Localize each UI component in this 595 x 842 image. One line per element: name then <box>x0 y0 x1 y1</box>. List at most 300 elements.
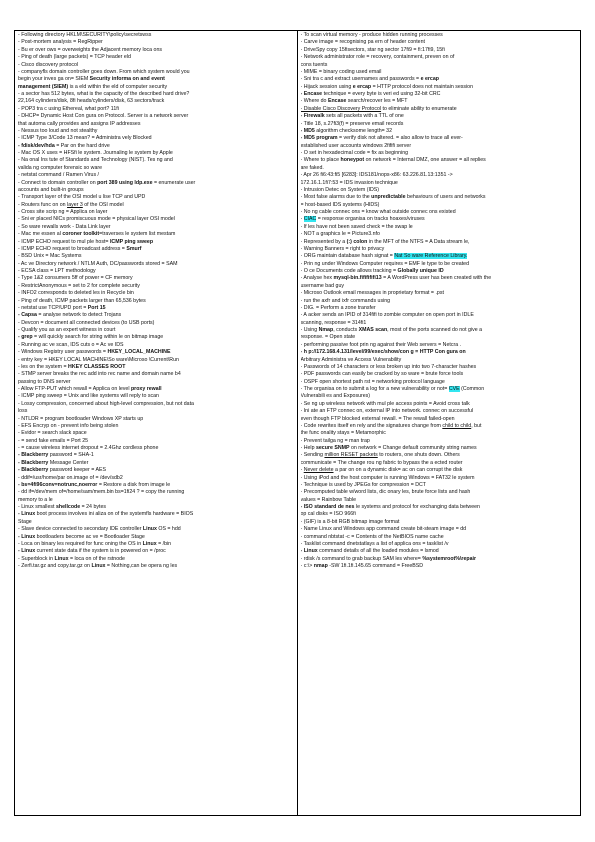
text-segment: established user accounts windows 2fififi server <box>300 142 412 149</box>
note-line <box>301 113 579 120</box>
note-line <box>301 54 579 61</box>
note-line <box>18 194 295 201</box>
text-segment: - Ac ve Directory network / NTLM Auth, DC/passwords stored = SAM <box>18 260 178 267</box>
text-segment: =traverses le system list mestam <box>99 231 176 238</box>
bold-text: Linux <box>142 526 157 533</box>
text-segment: even though FTP blocked external rewall. = The rewall failed-open <box>300 415 455 422</box>
text-segment: valida ng computer forensic so ware <box>18 164 103 171</box>
text-segment: password keeper = AES <box>48 467 106 474</box>
note-line <box>301 401 579 408</box>
underlined-text: million RESET packets <box>324 452 378 459</box>
text-segment: = analyse network to detect Trojans <box>36 312 122 319</box>
note-line <box>18 467 295 474</box>
text-segment: - DriveSpy copy 15fisectors, star ng sector 17fi9 = fi:17fi9, 15fi <box>300 46 445 53</box>
bold-text: - Blackberry <box>18 459 49 466</box>
underlined-text: - Disable Cisco Discovery Protocol <box>300 105 382 112</box>
note-line <box>301 253 579 260</box>
note-line <box>301 180 579 187</box>
note-line <box>18 157 295 164</box>
text-segment: = response organisa on tracks hoaxes/viruses <box>316 216 425 223</box>
note-line <box>18 180 295 187</box>
text-segment: algorithm checksome length= 32 <box>314 127 392 134</box>
bold-text: - bs=4fi96conv=notrunc,noerror <box>18 481 98 488</box>
note-line <box>18 209 295 216</box>
text-segment: - Passwords of 14 characters or less broken up into two 7-character hashes <box>300 363 477 370</box>
text-segment: - Mac me essen al <box>18 231 63 238</box>
text-segment: - netstat command / Ramen Virus / <box>18 172 100 179</box>
text-segment: - ICMP ping sweep = Unix and like systems will reply to scan <box>18 393 159 400</box>
note-line <box>18 349 295 356</box>
note-line <box>18 526 295 533</box>
text-segment: = will quickly search for string within le on bitmap image <box>32 334 164 341</box>
text-segment: - Warning Banners = right to privacy <box>300 245 385 252</box>
note-line <box>18 172 295 179</box>
text-segment: - Precomputed table w/word lists, dic onary les, brute force lists and hash <box>300 489 471 496</box>
text-segment: - Title 18, s.27fi3(f) = preserve email records <box>300 120 404 127</box>
text-segment: technique = every byte is veri ed using 32-bit CRC <box>322 91 441 97</box>
bold-text: proxy rewall <box>130 386 162 392</box>
bold-text: Linux <box>142 540 157 547</box>
note-line <box>18 224 295 231</box>
bold-text: honeypot <box>340 157 365 164</box>
bold-text: %systemroot%\repair <box>422 555 477 562</box>
text-segment: - No ng cable connec ons = know what outside connec ons existed <box>300 209 456 215</box>
text-segment: are faked. <box>300 164 324 171</box>
text-segment: - Hijack session using <box>300 83 353 90</box>
text-segment: = A WordPress user has been created with the <box>381 275 492 282</box>
note-line <box>301 349 579 356</box>
note-line <box>301 511 579 518</box>
text-segment: search/recover les = MFT <box>346 98 408 105</box>
note-line <box>18 519 295 526</box>
text-segment: = Restore a disk from image le <box>97 481 171 488</box>
text-segment: = Par on the hard drive <box>54 142 110 149</box>
text-segment: - Tasklist command dnetstatlays a list of applica ons = tasklist /v <box>300 540 449 547</box>
note-line <box>301 334 579 341</box>
text-segment: = host-based IDS systems (HIDS) <box>300 201 380 208</box>
note-line <box>18 320 295 327</box>
note-line <box>301 305 579 312</box>
text-segment: - Ini ate an FTP connec on, external IP into network. connec on successful <box>300 408 474 415</box>
text-segment: - command nbtstat -c = Contents of the NetBIOS name cache <box>300 533 444 540</box>
note-line <box>301 224 579 231</box>
note-line <box>301 216 579 223</box>
text-segment: - Prin ng under Windows Computer requires = EMF le type to be created <box>300 260 470 267</box>
text-segment: - Carve image = recognising pa ern of header content <box>300 39 425 46</box>
text-segment: , but <box>471 422 482 429</box>
text-segment: - PDF passwords can easily be cracked by so ware = brute force tools <box>300 371 464 378</box>
note-line <box>301 128 579 135</box>
note-line <box>301 39 579 46</box>
note-line <box>18 386 295 393</box>
bold-text: shellcode <box>55 504 81 510</box>
text-segment: - Devcon = document all connected devices (to USB ports) <box>18 319 155 326</box>
text-segment: , conducts <box>333 327 359 333</box>
note-line <box>301 430 579 437</box>
note-line <box>301 165 579 172</box>
bold-text: - ISO standard de nes <box>300 504 355 510</box>
text-segment: - Allow FTP-PUT which rewall = Applica on level <box>18 386 131 392</box>
note-line <box>301 475 579 482</box>
note-line <box>18 290 295 297</box>
text-segment: - A acker sends an IPID of 314fifi to zombie computer on open port in IDLE <box>300 312 474 319</box>
text-segment: to eliminate ability to enumerate <box>381 105 457 112</box>
text-segment: - a sector has 512 bytes, what is the capacity of the described hard drive? <box>18 91 190 97</box>
note-line <box>301 194 579 201</box>
note-line <box>18 76 295 83</box>
note-line <box>301 283 579 290</box>
note-line <box>18 268 295 275</box>
note-line <box>18 128 295 135</box>
note-line <box>301 556 579 563</box>
bold-text: - Linux <box>18 533 36 540</box>
text-segment: - ECSA class = LPT methodology <box>18 268 96 274</box>
text-segment: of the OSI model <box>82 201 124 208</box>
bold-text: Linux <box>91 563 106 569</box>
text-segment: - Linux smallest <box>18 504 56 510</box>
text-segment: 22,164 cylinders/disk, 8fi heads/cylinders/disk, 63 sectors/track <box>18 98 165 105</box>
text-segment: - O set in hexadecimal code = fix as beginning <box>300 150 409 156</box>
note-line <box>301 298 579 305</box>
text-segment: - Lossy compression, concerned about high-level compression, but not data <box>18 400 194 407</box>
text-segment: - Most false alarms due to the <box>300 194 372 201</box>
bold-text: - Linux <box>18 511 36 518</box>
note-line <box>18 438 295 445</box>
note-line <box>18 364 295 371</box>
note-line <box>18 482 295 489</box>
note-line <box>18 283 295 290</box>
note-line <box>301 526 579 533</box>
bold-text: - MD5 program <box>300 135 338 142</box>
note-line <box>301 275 579 282</box>
note-line <box>18 475 295 482</box>
note-line <box>18 216 295 223</box>
note-line <box>18 452 295 459</box>
text-segment: op cal disks = ISO 966fi <box>300 511 356 518</box>
note-line <box>18 98 295 105</box>
note-line <box>301 460 579 467</box>
text-segment: -SW 1fi.1fi.145.65 command = FreeBSD <box>327 563 424 569</box>
note-line <box>18 401 295 408</box>
text-segment: = /bin <box>156 540 172 547</box>
text-segment: to routers, one shuts down. Others <box>377 452 460 459</box>
text-segment: = Nothing,can be opera ng les <box>105 563 178 569</box>
text-segment: - EFS Encryp on - prevent info being stolen <box>18 422 119 429</box>
underlined-text: child to child <box>442 422 472 429</box>
bold-text: - Blackberry <box>18 467 49 474</box>
text-segment: Arbitrary Administra ve Access Vulnerability <box>300 356 402 363</box>
note-line <box>301 32 579 39</box>
text-segment: - = cause wireless internet dropout = 2.4Ghz cordless phone <box>18 445 159 451</box>
note-line <box>301 386 579 393</box>
note-line <box>301 423 579 430</box>
text-segment: - Post-mortem analysis = RegRipper <box>18 39 103 46</box>
text-segment: - Qualify you as an expert witness in court <box>18 327 116 333</box>
bold-text: ICMP ping sweep <box>109 238 154 245</box>
note-line <box>301 231 579 238</box>
note-line <box>18 541 295 548</box>
bold-text: - Capsa <box>18 312 37 319</box>
bold-text: XMAS scan <box>358 327 388 333</box>
text-segment: - Evidor = search slack space <box>18 430 87 437</box>
note-line <box>301 98 579 105</box>
text-segment: passing to DNS server <box>18 378 71 385</box>
text-segment: - Where to place <box>300 157 341 164</box>
text-segment: memory to a le <box>18 496 53 503</box>
bold-text: - Linux <box>18 548 36 555</box>
text-segment: - ICMP ECHO request to broadcast address = <box>18 245 127 252</box>
note-line <box>18 416 295 423</box>
note-line <box>18 62 295 69</box>
note-line <box>18 32 295 39</box>
bold-text: Smurf <box>126 245 142 252</box>
note-line <box>301 342 579 349</box>
note-line <box>301 47 579 54</box>
note-line <box>18 69 295 76</box>
bold-text: - Encase <box>300 91 323 97</box>
note-line <box>301 371 579 378</box>
note-line <box>301 202 579 209</box>
note-line <box>18 143 295 150</box>
text-segment: - RestrictAnonymous = set to 2 for complete security <box>18 282 140 289</box>
text-segment: - POP3 tra c using Ethereal, what port? 11fi <box>18 105 119 112</box>
note-line <box>301 209 579 216</box>
note-line <box>301 519 579 526</box>
bold-text: - Blackberry <box>18 452 49 459</box>
text-segment: - Apr 26 fi6:43:fi5 [6283]: IDS181/nops-x86: 63.226.81.13:1351 -> <box>300 172 453 179</box>
text-segment: - companyfls domain controller goes down. From which system would you <box>18 68 190 75</box>
text-segment: username bad guy <box>300 282 344 289</box>
text-segment: - run the axfr and ixfr commands using <box>300 297 391 304</box>
text-segment: - Ping of death, ICMP packets larger than 65,536 bytes <box>18 297 146 304</box>
underlined-text: layer 3 <box>67 201 83 208</box>
note-line <box>18 445 295 452</box>
note-line <box>301 482 579 489</box>
note-line <box>301 563 579 570</box>
text-segment: is a eld within the eld of computer security <box>68 83 168 90</box>
text-segment: = HTTP protocol does not maintain session <box>371 83 474 90</box>
bold-text: Port 15 <box>87 304 106 311</box>
note-line <box>301 62 579 69</box>
note-line <box>301 497 579 504</box>
note-line <box>301 76 579 83</box>
bold-text: nmap <box>313 563 328 569</box>
text-segment: response. = Open state <box>300 334 356 341</box>
note-line <box>301 121 579 128</box>
note-line <box>301 416 579 423</box>
note-line <box>18 305 295 312</box>
highlighted-text: CVE <box>448 386 460 392</box>
text-segment: = enumerate user <box>152 179 196 186</box>
note-line <box>301 239 579 246</box>
note-line <box>18 460 295 467</box>
note-line <box>301 187 579 194</box>
text-segment: sets all packets with a TTL of one <box>324 113 404 120</box>
note-line <box>18 548 295 555</box>
note-line <box>301 150 579 157</box>
note-line <box>301 357 579 364</box>
text-segment: - To scan virtual memory - produce hidden running processes <box>300 32 443 38</box>
text-segment: (Common <box>459 386 485 392</box>
text-segment: - O ce Documents code allows tracking = <box>300 268 398 274</box>
bold-text: Encase <box>327 98 347 105</box>
text-segment: - (GIF) is a 8-bit RGB bitmap image format <box>300 518 400 525</box>
left-column <box>15 31 298 815</box>
text-segment: = loca on of the rstnode <box>68 555 125 562</box>
text-segment: - Microso Outlook email messages in proprietary format = .pst <box>300 290 444 297</box>
text-segment: - Loca on binary les required for func oning the OS in <box>18 540 143 547</box>
text-segment: communicate = The change rou ng fabric to bypass the a ected router <box>300 459 463 466</box>
text-segment: - Windows Registry user passwords = <box>18 349 108 356</box>
text-segment: - OSPF open shortest path rst = networking protocol language <box>300 378 445 385</box>
text-segment: - Cross site scrip ng = Applica on layer <box>18 209 108 215</box>
text-segment: - entry key = HKEY LOCAL MACHINE\So ware\Microso \Current\Run <box>18 356 179 363</box>
note-line <box>18 423 295 430</box>
text-segment: - ICMP ECHO request to mul ple host= <box>18 238 110 245</box>
note-line <box>18 298 295 305</box>
bold-text: HKEY_LOCAL_MACHINE <box>107 349 171 356</box>
text-segment: - NOT a graphics le = Picture3.nfo <box>300 231 380 238</box>
text-segment: - MIME = binary coding used email <box>300 68 382 75</box>
note-line <box>18 371 295 378</box>
text-segment: - Prevent tailga ng = man trap <box>300 437 370 444</box>
text-segment: - Na onal Ins tute of Standards and Technology (NIST). Tes ng and <box>18 157 173 164</box>
note-line <box>18 408 295 415</box>
text-segment: - c:\> <box>300 563 314 569</box>
text-segment: - netstat use TCP/UPD port = <box>18 304 88 311</box>
text-segment: - Intrusion Detec on System (IDS) <box>300 186 379 193</box>
text-segment: - <box>300 216 304 223</box>
text-segment: - = send fake emails = Port 25 <box>18 437 89 444</box>
note-line <box>301 541 579 548</box>
note-line <box>18 121 295 128</box>
underlined-text: Never delete <box>303 467 334 474</box>
bold-text: - Firewalk <box>300 113 325 120</box>
note-line <box>18 275 295 282</box>
text-segment: 172.16.1.1fi7:53 = IDS invasion technique <box>300 179 398 186</box>
note-line <box>18 497 295 504</box>
text-segment: = 24 bytes <box>80 504 106 510</box>
text-segment: - Mac OS X uses = HFSfi le system. Journaling le system by Apple <box>18 150 173 156</box>
note-line <box>301 261 579 268</box>
text-segment: - performing passive foot prin ng against their Web servers = Netcra . <box>300 341 462 348</box>
bold-text: coroner toolkit <box>62 231 100 238</box>
highlighted-text: Nat So ware Reference Library. <box>394 253 468 260</box>
text-segment: - Technique is used by JPEGs for compression = DCT <box>300 481 427 488</box>
note-line <box>301 504 579 511</box>
text-segment: current state data if the system is in powered on = /proc <box>35 548 166 555</box>
note-line <box>18 261 295 268</box>
text-segment: a par on on a dynamic disk= ac on can corrupt the disk <box>333 467 463 474</box>
note-line <box>18 91 295 98</box>
note-line <box>18 135 295 142</box>
text-segment: - dd if=/dev/mem of=/home/sam/mem.bin bs=1fi24 ? = copy the running <box>18 489 185 496</box>
bold-text: Security informa on and event <box>89 76 165 83</box>
text-segment: - Cisco discovery protocol <box>18 61 79 68</box>
text-segment: - The organisa on to submit a log for a new vulnerability or not= <box>300 386 449 392</box>
text-segment: - Routers func on on <box>18 201 68 208</box>
note-line <box>18 202 295 209</box>
note-line <box>301 408 579 415</box>
text-segment: - Superblock in <box>18 555 55 562</box>
note-line <box>18 327 295 334</box>
note-line <box>301 290 579 297</box>
text-segment: - Se ng up wireless network with mul ple access points = Avoid cross talk <box>300 400 470 407</box>
bold-text: - h p://172.168.4.131/level/99/exec/show/con g = HTTP Con gura on <box>300 349 466 356</box>
notes-table <box>14 30 581 816</box>
bold-text: secure SNMP <box>315 445 350 451</box>
text-segment: - Sending <box>300 452 325 459</box>
bold-text: port 389 using ldp.exe <box>97 179 153 186</box>
note-line <box>301 312 579 319</box>
note-line <box>18 54 295 61</box>
text-segment: , most of the ports scanned do not give a <box>387 327 483 333</box>
text-segment: - Sni er placed NICs promiscuous mode = physical layer OSI model <box>18 216 175 223</box>
text-segment: the func onality stays = Metamorphic <box>300 430 386 437</box>
note-line <box>18 334 295 341</box>
note-line <box>18 84 295 91</box>
text-segment: - Where do <box>300 98 328 105</box>
text-segment: - Transport layer of the OSI model u lise TCP and UPD <box>18 194 146 201</box>
text-segment: - Using <box>300 327 319 333</box>
bold-text: Nmap <box>318 327 334 333</box>
text-segment: on network = Change default community string names <box>349 445 477 451</box>
note-line <box>301 157 579 164</box>
text-segment: - Sni tra c and extract usernames and passwords = <box>300 76 421 83</box>
text-segment: - NTLDR = program bootloader Windows XP starts up <box>18 415 144 422</box>
text-segment: - Following directory HKLM\SECURITY\policy\secretswss <box>18 32 152 38</box>
note-line <box>301 438 579 445</box>
text-segment: - les on the system = <box>18 363 69 370</box>
note-line <box>18 504 295 511</box>
text-segment: - Code rewrites itself en rely and the signatures change from <box>300 422 443 429</box>
note-line <box>301 364 579 371</box>
note-line <box>18 113 295 120</box>
text-segment: begin your inves ga on= SIEM <box>18 76 90 83</box>
note-line <box>301 91 579 98</box>
text-segment: scanning, response = 314fi1 <box>300 319 367 326</box>
note-line <box>18 47 295 54</box>
bold-text: Linux <box>54 555 69 562</box>
text-segment: cons tuents <box>300 61 328 68</box>
bold-text: Globally unique ID <box>397 268 444 274</box>
note-line <box>301 69 579 76</box>
text-segment: Stage <box>18 518 32 525</box>
text-segment: - Connect to domain controller on <box>18 179 98 186</box>
right-column <box>298 31 581 815</box>
note-line <box>301 489 579 496</box>
text-segment: - ICMP Type 3/Code 13 mean? = Administra vely Blocked <box>18 135 152 142</box>
note-line <box>18 534 295 541</box>
bold-text: - MD5 <box>300 127 315 134</box>
note-line <box>18 511 295 518</box>
text-segment: - Using iPod and the host computer is running Windows = FAT32 le system <box>300 474 475 481</box>
text-segment: OS = hdd <box>156 526 181 533</box>
note-line <box>18 342 295 349</box>
text-segment: Message Center <box>48 459 89 466</box>
text-segment: - ddif=/usr/home/par on.image of = /dev/sdb2 <box>18 474 123 481</box>
text-segment: on network = Internal DMZ, one answer = all replies <box>364 157 486 164</box>
note-line <box>18 312 295 319</box>
note-line <box>18 393 295 400</box>
text-segment: - BSD Unix = Mac Systems <box>18 253 82 260</box>
text-segment: - Represented by a <box>300 238 347 245</box>
text-segment: boot process involves ini aliza on of the systemfls hardware = BIOS <box>35 511 194 518</box>
text-segment: - Running ac ve scan, IDS cuts o = Ac ve IDS <box>18 341 124 348</box>
bold-text: - grep <box>18 334 33 341</box>
note-line <box>301 135 579 142</box>
note-line <box>301 379 579 386</box>
